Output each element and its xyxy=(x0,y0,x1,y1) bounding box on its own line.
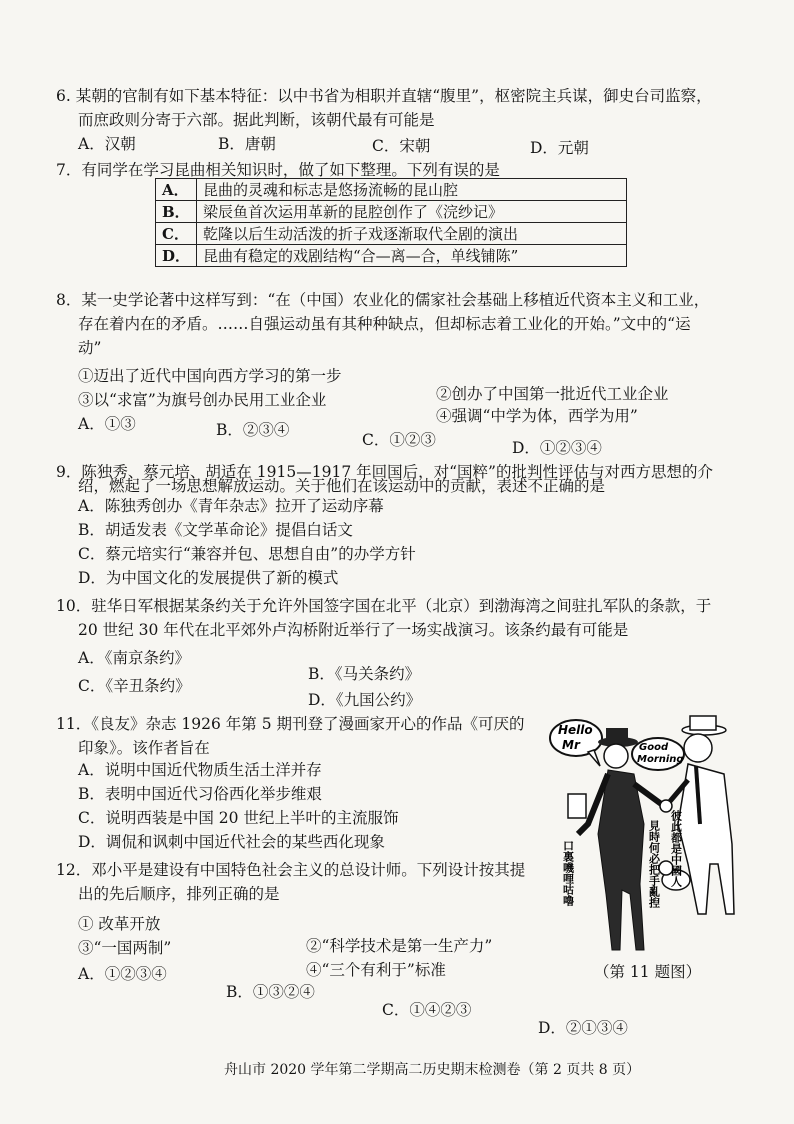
cartoon-vertical-text-3: 口裏嘰哩咕嚕 xyxy=(561,840,575,906)
q11-option-b: B．表明中国近代习俗西化举步维艰 xyxy=(78,785,322,803)
q8-item-3: ③以“求富”为旗号创办民用工业企业 xyxy=(78,391,327,409)
q11-stem-line1: 11．《良友》杂志 1926 年第 5 期刊登了漫画家开心的作品《可厌的 xyxy=(56,715,525,733)
table-row xyxy=(156,179,627,201)
q9-stem-line1: 9．陈独秀、蔡元培、胡适在 1915—1917 年回国后，对“国粹”的批判性评估与对西方思想的介 xyxy=(56,463,713,481)
q8-stem-line2: 存在着内在的矛盾。……自强运动虽有其种种缺点，但却标志着工业化的开始。”文中的“运 xyxy=(78,315,691,333)
q12-option-b: B．①③②④ xyxy=(226,983,315,1001)
q11-option-d: D．调侃和讽刺中国近代社会的某些西化现象 xyxy=(78,833,385,851)
q12-item-3: ③“一国两制” xyxy=(78,939,172,957)
bubble-left-line2: Mr xyxy=(562,738,580,752)
q11-cartoon xyxy=(548,714,748,970)
q7-row-text: 乾隆以后生动活泼的折子戏逐渐取代全剧的演出 xyxy=(197,223,627,245)
q10-stem-line1: 10．驻华日军根据某条约关于允许外国签字国在北平（北京）到渤海湾之间驻扎军队的条款，于 xyxy=(56,597,712,615)
q8-item-4: ④强调“中学为体，西学为用” xyxy=(436,407,638,425)
q6-stem-line2: 而庶政则分寄于六部。据此判断，该朝代最有可能是 xyxy=(78,111,435,129)
q8-stem-line1: 8．某一史学论著中这样写到：“在（中国）农业化的儒家社会基础上移植近代资本主义和工业， xyxy=(56,291,710,309)
q7-row-key: C． xyxy=(156,223,197,245)
q10-option-d: D．《九国公约》 xyxy=(308,691,422,709)
q12-stem-line2: 出的先后顺序，排列正确的是 xyxy=(78,885,280,903)
page-footer: 舟山市 2020 学年第二学期高二历史期末检测卷（第 2 页共 8 页） xyxy=(224,1062,641,1078)
table-row xyxy=(156,223,627,245)
q6-option-c: C．宋朝 xyxy=(372,137,431,155)
q10-option-c: C．《辛丑条约》 xyxy=(78,677,191,695)
bubble-right-line2: Morning xyxy=(637,754,684,765)
q10-option-b: B．《马关条约》 xyxy=(308,665,421,683)
q12-item-2: ②“科学技术是第一生产力” xyxy=(306,937,493,955)
cartoon-illustration xyxy=(548,714,748,970)
q6-stem-line1: 6. 某朝的官制有如下基本特征：以中书省为相职并直辖“腹里”，枢密院主兵谋，御史台司监察， xyxy=(56,87,712,105)
q12-option-c: C．①④②③ xyxy=(382,1001,472,1019)
q9-option-a: A．陈独秀创办《青年杂志》拉开了运动序幕 xyxy=(78,497,384,515)
q9-option-d: D．为中国文化的发展提供了新的模式 xyxy=(78,569,339,587)
bubble-left-line1: Hello xyxy=(558,723,593,737)
q12-item-4: ④“三个有利于”标准 xyxy=(306,961,446,979)
table-row xyxy=(156,245,627,267)
q6-option-d: D．元朝 xyxy=(530,139,589,157)
q6-option-a: A．汉朝 xyxy=(78,135,136,153)
q6-option-b: B．唐朝 xyxy=(218,135,276,153)
q8-option-d: D．①②③④ xyxy=(512,439,602,457)
q11-stem-line2: 印象》。该作者旨在 xyxy=(78,739,210,757)
q8-option-a: A．①③ xyxy=(78,415,136,433)
cartoon-vertical-text-1: 彼此都是中國人 xyxy=(669,810,683,887)
q8-option-c: C．①②③ xyxy=(362,431,436,449)
q9-stem-line2: 绍，燃起了一场思想解放运动。关于他们在该运动中的贡献，表述不正确的是 xyxy=(78,477,606,495)
q7-row-text: 昆曲的灵魂和标志是悠扬流畅的昆山腔 xyxy=(197,179,627,201)
q8-stem-line3: 动” xyxy=(78,339,102,357)
q9-option-b: B．胡适发表《文学革命论》提倡白话文 xyxy=(78,521,353,539)
q11-option-a: A．说明中国近代物质生活土洋并存 xyxy=(78,761,322,779)
q7-stem: 7．有同学在学习昆曲相关知识时，做了如下整理。下列有误的是 xyxy=(56,161,500,179)
q7-row-key: D． xyxy=(156,245,197,267)
q12-option-d: D．②①③④ xyxy=(538,1019,628,1037)
q8-option-b: B．②③④ xyxy=(216,421,290,439)
q7-row-key: B． xyxy=(156,201,197,223)
q8-item-1: ①迈出了近代中国向西方学习的第一步 xyxy=(78,367,342,385)
q8-item-2: ②创办了中国第一批近代工业企业 xyxy=(436,385,669,403)
q12-option-a: A．①②③④ xyxy=(78,965,167,983)
bubble-right-line1: Good xyxy=(639,742,669,753)
cartoon-vertical-text-2: 見時何必把手亂揑 xyxy=(647,820,661,908)
q11-figure-caption: （第 11 题图） xyxy=(594,963,702,981)
q10-stem-line2: 20 世纪 30 年代在北平郊外卢沟桥附近举行了一场实战演习。该条约最有可能是 xyxy=(78,621,629,639)
q7-row-key: A． xyxy=(156,179,197,201)
q7-table xyxy=(155,178,627,267)
q9-option-c: C．蔡元培实行“兼容并包、思想自由”的办学方针 xyxy=(78,545,416,563)
q10-option-a: A．《南京条约》 xyxy=(78,649,190,667)
q12-item-1: ① 改革开放 xyxy=(78,915,161,933)
q12-stem-line1: 12．邓小平是建设有中国特色社会主义的总设计师。下列设计按其提 xyxy=(56,861,526,879)
table-row xyxy=(156,201,627,223)
q11-option-c: C．说明西装是中国 20 世纪上半叶的主流服饰 xyxy=(78,809,399,827)
q7-row-text: 梁辰鱼首次运用革新的昆腔创作了《浣纱记》 xyxy=(197,201,627,223)
q7-row-text: 昆曲有稳定的戏剧结构“合—离—合，单线铺陈” xyxy=(197,245,627,267)
